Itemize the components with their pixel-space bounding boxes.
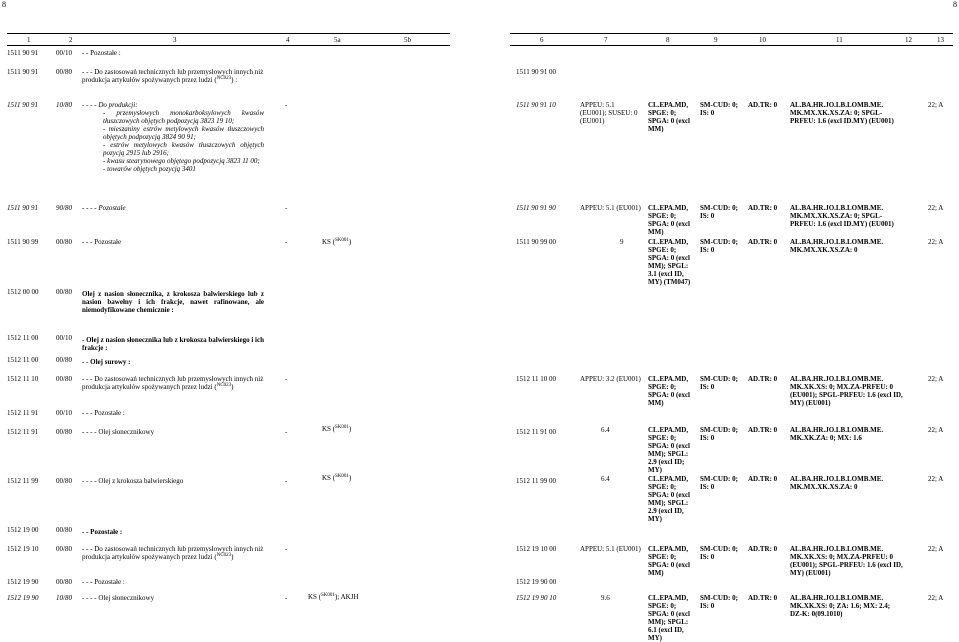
col8-value: CL.EPA.MD, SPGE: 0; SPGA: 0 (excl MM) [648, 204, 690, 236]
col11-value: AL.BA.HR.JO.LB.LOMB.ME. MK.XK.XS: 0; MX.ZA-PRFEU: 0 (EU001); SPGL-PRFEU: 1.6 (excl ID, MY) (EU001) [790, 545, 903, 577]
page-number-left: 8 [2, 0, 6, 9]
taric-code: 1512 19 10 00 [516, 545, 557, 553]
col11-value: AL.BA.HR.JO.LB.LOMB.ME. MK.MX.XK.XS.ZA: 0; SPGL-PRFEU: 1.6 (excl ID.MY) (EU001) [790, 204, 894, 228]
description: - - - Pozostałe : [82, 409, 125, 417]
col11-value: AL.BA.HR.JO.LB.LOMB.ME. MK.XK.XS: 0; MX.ZA-PRFEU: 0 (EU001); SPGL-PRFEU: 1.6 (excl ID, MY) (EU001) [790, 375, 903, 407]
cn-code: 1512 11 91 [7, 409, 39, 417]
col-header-5b: 5b [404, 36, 411, 44]
suffix: 00/80 [56, 288, 72, 296]
col-header-3: 3 [173, 36, 177, 44]
header-rule-top [7, 33, 450, 34]
col-header-8: 8 [666, 36, 670, 44]
col8-value: CL.EPA.MD, SPGE: 0; SPGA: 0 (excl MM); SPGL: 2.9 (excl ID, MY) [648, 475, 690, 523]
col7-value: 6.4 [601, 426, 610, 434]
description: - - - - Olej słonecznikowy [82, 594, 155, 602]
taric-code: 1511 90 91 10 [516, 101, 556, 109]
col9-value: SM-CUD: 0; IS: 0 [700, 238, 738, 254]
description: - - Pozostałe : [82, 49, 121, 57]
cn-code: 1512 11 00 [7, 334, 39, 342]
taric-code: 1511 90 91 00 [516, 68, 556, 76]
description: - - - - Olej z krokosza balwierskiego [82, 477, 184, 485]
col4-value: - [285, 545, 288, 553]
cn-code: 1511 90 91 [7, 204, 38, 212]
taric-code: 1512 11 99 00 [516, 477, 556, 485]
taric-code: 1512 19 90 00 [516, 578, 557, 586]
col9-value: SM-CUD: 0; IS: 0 [700, 545, 738, 561]
cn-code: 1511 90 91 [7, 68, 39, 76]
col13-value: 22; A [928, 475, 944, 483]
col7-value: APPEU: 3.2 (EU001) [580, 375, 641, 383]
col7-value: APPEU: 5.1 (EU001); SUSEU: 0 (EU001) [580, 101, 638, 125]
suffix: 90/80 [56, 204, 72, 212]
page-number-right: 8 [953, 0, 957, 9]
col13-value: 22; A [928, 594, 944, 602]
col-header-2: 2 [69, 36, 73, 44]
col-header-10: 10 [759, 36, 766, 44]
col13-value: 22; A [928, 426, 944, 434]
col9-value: SM-CUD: 0; IS: 0 [700, 101, 738, 117]
col-header-12: 12 [905, 36, 912, 44]
col10-value: AD.TR: 0 [748, 426, 778, 434]
col8-value: CL.EPA.MD, SPGE: 0; SPGA: 0 (excl MM) [648, 375, 690, 407]
col10-value: AD.TR: 0 [748, 594, 778, 602]
col8-value: CL.EPA.MD, SPGE: 0; SPGA: 0 (excl MM) [648, 545, 690, 577]
description: - - - Do zastosowań technicznych lub przemysłowych innych niż produkcja artykułów spożywanych przez ludzi ($^{NC023}$) [82, 375, 264, 391]
col-header-6: 6 [540, 36, 544, 44]
suffix: 10/80 [56, 594, 72, 602]
cn-code: 1511 90 91 [7, 49, 39, 57]
col8-value: CL.EPA.MD, SPGE: 0; SPGA: 0 (excl MM); SPGL: 2.9 (excl ID; MY) [648, 426, 690, 474]
col4-value: - [285, 238, 288, 246]
col9-value: SM-CUD: 0; IS: 0 [700, 375, 738, 391]
description: - - Pozostałe : [82, 528, 123, 536]
description: - Olej z nasion słonecznika lub z krokosza balwierskiego i ich frakcje : [82, 336, 264, 352]
description: - - - Pozostałe [82, 238, 122, 246]
col4-value: - [285, 375, 288, 383]
col-header-1: 1 [27, 36, 31, 44]
suffix: 00/80 [56, 375, 72, 383]
col11-value: AL.BA.HR.JO.LB.LOMB.ME. MK.MX.XK.XS.ZA: 0 [790, 475, 884, 491]
col5a-value: KS ($^{SK001}$) [322, 474, 352, 482]
col13-value: 22; A [928, 204, 944, 212]
description: - - - - Olej słonecznikowy [82, 428, 155, 436]
cn-code: 1512 11 00 [7, 356, 39, 364]
header-rule-bottom [7, 45, 450, 46]
col4-value: - [285, 428, 288, 436]
col10-value: AD.TR: 0 [748, 545, 778, 553]
suffix: 00/80 [56, 428, 72, 436]
suffix: 00/80 [56, 477, 72, 485]
col4-value: - [285, 101, 288, 109]
header-rule-top [510, 33, 953, 34]
col8-value: CL.EPA.MD, SPGE: 0; SPGA: 0 (excl MM) [648, 101, 690, 133]
col8-value: CL.EPA.MD, SPGE: 0; SPGA: 0 (excl MM); SPGL: 3.1 (excl ID, MY) (TM047) [648, 238, 691, 286]
taric-code: 1512 11 10 00 [516, 375, 556, 383]
col5a-value: KS ($^{SK001}$) [322, 425, 352, 433]
col10-value: AD.TR: 0 [748, 101, 778, 109]
cn-code: 1512 19 90 [7, 578, 39, 586]
col9-value: SM-CUD: 0; IS: 0 [700, 204, 738, 220]
suffix: 00/80 [56, 526, 72, 534]
description: - - - Do zastosowań technicznych lub przemysłowych innych niż produkcja artykułów spożywanych przez ludzi ($^{NC023}$) : [82, 68, 264, 84]
description: - - Olej surowy : [82, 358, 131, 366]
suffix: 00/80 [56, 578, 72, 586]
suffix: 00/80 [56, 68, 72, 76]
cn-code: 1512 19 00 [7, 526, 39, 534]
col7-value: 6.4 [601, 475, 610, 483]
col7-value: 9 [620, 238, 624, 246]
col7-value: APPEU: 5.1 (EU001) [580, 545, 641, 553]
description: - - - - Pozostałe [82, 204, 126, 212]
col-header-7: 7 [604, 36, 608, 44]
col10-value: AD.TR: 0 [748, 375, 778, 383]
cn-code: 1512 11 91 [7, 428, 39, 436]
col11-value: AL.BA.HR.JO.LB.LOMB.ME. MK.XK.ZA: 0; MX: 1.6 [790, 426, 884, 442]
suffix: 00/80 [56, 356, 72, 364]
col7-value: 9.6 [601, 594, 610, 602]
col13-value: 22; A [928, 375, 944, 383]
col13-value: 22; A [928, 101, 944, 109]
col9-value: SM-CUD: 0; IS: 0 [700, 594, 738, 610]
col-header-13: 13 [937, 36, 944, 44]
col7-value: APPEU: 5.1 (EU001) [580, 204, 641, 212]
col13-value: 22; A [928, 545, 944, 553]
col-header-9: 9 [714, 36, 718, 44]
description: - - - Pozostałe : [82, 578, 125, 586]
suffix: 00/10 [56, 409, 72, 417]
col4-value: - [285, 594, 288, 602]
suffix: 00/80 [56, 545, 72, 553]
description: Olej z nasion słonecznika, z krokosza balwierskiego lub z nasion bawełny i ich frakcje, nawet rafinowane, ale niemodyfikowane chemicznie : [82, 290, 264, 314]
col-header-5a: 5a [334, 36, 341, 44]
col-header-11: 11 [836, 36, 843, 44]
col4-value: - [285, 204, 288, 212]
col4-value: - [285, 477, 288, 485]
taric-code: 1512 11 91 00 [516, 428, 556, 436]
col5a-value: KS ($^{SK001}$); AKJH [308, 593, 359, 601]
cn-code: 1512 19 10 [7, 545, 39, 553]
cn-code: 1511 90 91 [7, 101, 38, 109]
col10-value: AD.TR: 0 [748, 238, 778, 246]
taric-code: 1512 19 90 10 [516, 594, 557, 602]
col10-value: AD.TR: 0 [748, 475, 778, 483]
suffix: 10/80 [56, 101, 72, 109]
suffix: 00/10 [56, 49, 72, 57]
header-rule-bottom [510, 45, 953, 46]
col9-value: SM-CUD: 0; IS: 0 [700, 426, 738, 442]
description: - - - - Do produkcji: - przemysłowych monokarboksylowych kwasów tłuszczowych objętych podpozycją 3823 19 10; - mieszaniny estrów metylowych kwasów tłuszczowych objętych podpozycją 3824 90 91; - estrów metylowych kwasów tłuszczowych objętych pozycją 2915 lub 2916; - kwasu stearynowego objętego podpozycją 3823 11 00; - towarów objętych pozycją 3401 [82, 101, 264, 173]
taric-code: 1511 90 91 90 [516, 204, 556, 212]
cn-code: 1512 11 10 [7, 375, 39, 383]
col-header-4: 4 [286, 36, 290, 44]
cn-code: 1512 00 00 [7, 288, 39, 296]
col10-value: AD.TR: 0 [748, 204, 778, 212]
col11-value: AL.BA.HR.JO.LB.LOMB.ME. MK.MX.XK.XS.ZA: 0; SPGL-PRFEU: 1.6 (excl ID.MY) (EU001) [790, 101, 894, 125]
col13-value: 22; A [928, 238, 944, 246]
suffix: 00/80 [56, 238, 72, 246]
col11-value: AL.BA.HR.JO.LB.LOMB.ME. MK.XK.XS: 0; ZA: 1.6; MX: 2.4; DZ-K: 0(09.1010) [790, 594, 891, 618]
cn-code: 1512 11 99 [7, 477, 39, 485]
col5a-value: KS ($^{SK001}$) [322, 238, 352, 246]
col8-value: CL.EPA.MD, SPGE: 0; SPGA: 0 (excl MM); SPGL: 6.1 (excl ID, MY) [648, 594, 690, 642]
col11-value: AL.BA.HR.JO.LB.LOMB.ME. MK.MX.XK.XS.ZA: 0 [790, 238, 884, 254]
cn-code: 1511 90 99 [7, 238, 39, 246]
col9-value: SM-CUD: 0; IS: 0 [700, 475, 738, 491]
description: - - - Do zastosowań technicznych lub przemysłowych innych niż produkcja artykułów spożywanych przez ludzi ($^{NC023}$) [82, 545, 264, 561]
suffix: 00/10 [56, 334, 72, 342]
taric-code: 1511 90 99 00 [516, 238, 556, 246]
cn-code: 1512 19 90 [7, 594, 39, 602]
